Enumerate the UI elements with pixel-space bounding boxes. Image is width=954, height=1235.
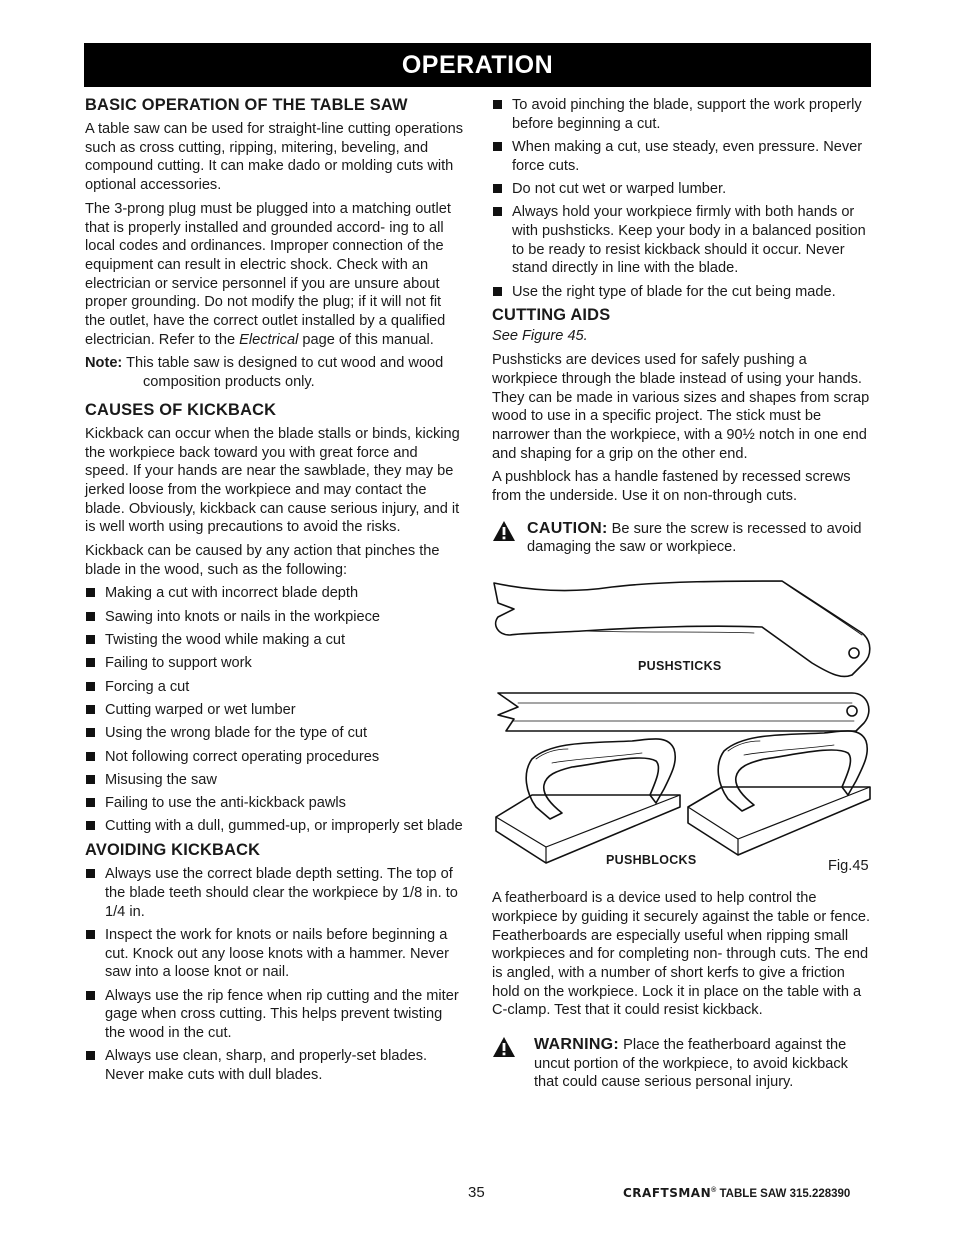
bullet-square-icon xyxy=(493,287,502,296)
list-item: Not following correct operating procedures xyxy=(85,748,465,767)
registered-mark: ® xyxy=(711,1187,717,1195)
avoiding-list xyxy=(85,865,465,1085)
section-banner xyxy=(84,43,871,87)
right-column xyxy=(492,96,876,1098)
aids-paragraph-2: A pushblock has a handle fastened by recessed screws from the underside. Use it on non-through cuts. xyxy=(492,469,851,505)
list-item: Misusing the saw xyxy=(85,771,465,790)
caution-label: CAUTION: xyxy=(527,519,608,537)
pushblocks-label: PUSHBLOCKS xyxy=(606,853,697,868)
bullet-square-icon xyxy=(86,682,95,691)
warning-triangle-icon xyxy=(492,520,516,542)
pushsticks-pushblocks-illustration xyxy=(492,563,876,875)
caution-text: Be sure the screw is recessed to avoid damaging the saw or workpiece. xyxy=(527,520,862,556)
model-number: TABLE SAW 315.228390 xyxy=(716,1188,851,1200)
figure-45 xyxy=(492,563,876,875)
bullet-square-icon xyxy=(493,100,502,109)
precautions-list xyxy=(492,96,876,301)
heading-avoiding-kickback: AVOIDING KICKBACK xyxy=(85,841,261,860)
causes-paragraph-2: Kickback can be caused by any action that pinches the blade in the wood, such as the following: xyxy=(85,543,440,578)
page-title: OPERATION xyxy=(401,51,554,79)
list-item: Do not cut wet or warped lumber. xyxy=(492,180,876,199)
warning-notice xyxy=(492,1036,876,1092)
pushblock-right xyxy=(688,731,870,855)
aids-paragraph-1: Pushsticks are devices used for safely pushing a workpiece through the blade instead of using your hands. They can be made in various sizes and shapes from scrap wood to use in a specific project. The stick must be narrower than the workpiece, with a 90½ notch in one end and shaping for a grip on the other end. xyxy=(492,352,870,462)
list-item: Making a cut with incorrect blade depth xyxy=(85,584,465,603)
list-item: Use the right type of blade for the cut being made. xyxy=(492,283,876,302)
bullet-square-icon xyxy=(493,142,502,151)
pushstick-straight xyxy=(498,693,869,731)
bullet-square-icon xyxy=(86,930,95,939)
basic-paragraph-1: A table saw can be used for straight-line cutting operations such as cross cutting, ripping, mitering, beveling, and compound cutting. It can make dado or molding cuts with optional accessories. xyxy=(85,121,464,194)
figure-caption: Fig.45 xyxy=(828,858,869,875)
pushblock-left xyxy=(496,739,680,863)
bullet-square-icon xyxy=(86,869,95,878)
note-label: Note: xyxy=(85,355,123,372)
bullet-square-icon xyxy=(86,705,95,714)
bullet-square-icon xyxy=(86,752,95,761)
heading-cutting-aids: CUTTING AIDS xyxy=(492,306,611,325)
warning-triangle-icon xyxy=(492,1036,516,1058)
electrical-reference: Electrical xyxy=(239,331,299,348)
footer-brand xyxy=(623,1186,850,1200)
list-item: Sawing into knots or nails in the workpiece xyxy=(85,608,465,627)
list-item: Always hold your workpiece firmly with both hands or with pushsticks. Keep your body in a balanced position to be ready to resist kickback should it occur. Never stand directly in line with the blade. xyxy=(492,203,876,278)
list-item: Failing to support work xyxy=(85,654,465,673)
bullet-square-icon xyxy=(86,991,95,1000)
bullet-square-icon xyxy=(493,207,502,216)
featherboard-paragraph: A featherboard is a device used to help control the workpiece by guiding it securely against the table or fence. Featherboards are especially useful when ripping small workpieces and for completing non- through cuts. The end is angled, with a number of short kerfs to give a friction hold on the workpiece. Lock it in place on the table with a C-clamp. Test that it could resist kickback. xyxy=(492,890,871,1019)
list-item: Always use the correct blade depth setting. The top of the blade teeth should clear the workpiece by 1/8 in. to 1/4 in. xyxy=(85,865,465,921)
see-figure-reference: See Figure 45. xyxy=(492,328,588,345)
causes-list xyxy=(85,584,465,836)
bullet-square-icon xyxy=(86,1051,95,1060)
bullet-square-icon xyxy=(86,635,95,644)
pushsticks-label: PUSHSTICKS xyxy=(638,659,722,674)
list-item: Forcing a cut xyxy=(85,678,465,697)
warning-label: WARNING: xyxy=(534,1036,620,1054)
caution-notice xyxy=(492,520,876,557)
list-item: Cutting with a dull, gummed-up, or improperly set blade xyxy=(85,817,465,836)
list-item: Using the wrong blade for the type of cut xyxy=(85,724,465,743)
list-item: When making a cut, use steady, even pressure. Never force cuts. xyxy=(492,138,876,175)
heading-causes-of-kickback: CAUSES OF KICKBACK xyxy=(85,400,277,419)
page-number: 35 xyxy=(468,1184,485,1201)
bullet-square-icon xyxy=(493,184,502,193)
heading-basic-operation: BASIC OPERATION OF THE TABLE SAW xyxy=(85,96,408,114)
list-item: Cutting warped or wet lumber xyxy=(85,701,465,720)
warning-text: Place the featherboard against the uncut portion of the workpiece, to avoid kickback that could cause serious personal injury. xyxy=(534,1037,848,1091)
bullet-square-icon xyxy=(86,588,95,597)
note-paragraph: Note: This table saw is designed to cut wood and wood composition products only. xyxy=(85,355,444,391)
bullet-square-icon xyxy=(86,612,95,621)
left-column xyxy=(85,96,465,1090)
list-item: Failing to use the anti-kickback pawls xyxy=(85,794,465,813)
list-item: To avoid pinching the blade, support the work properly before beginning a cut. xyxy=(492,96,876,133)
list-item: Inspect the work for knots or nails before beginning a cut. Knock out any loose knots with a hammer. Never saw into a loose knot or nail. xyxy=(85,926,465,982)
list-item: Always use clean, sharp, and properly-set blades. Never make cuts with dull blades. xyxy=(85,1047,465,1084)
list-item: Twisting the wood while making a cut xyxy=(85,631,465,650)
bullet-square-icon xyxy=(86,728,95,737)
bullet-square-icon xyxy=(86,658,95,667)
craftsman-logo: CRAFTSMAN xyxy=(623,1186,712,1200)
list-item: Always use the rip fence when rip cutting and the miter gage when cross cutting. This helps prevent twisting the wood in the cut. xyxy=(85,987,465,1043)
bullet-square-icon xyxy=(86,821,95,830)
bullet-square-icon xyxy=(86,798,95,807)
basic-paragraph-2: The 3-prong plug must be plugged into a matching outlet that is properly installed and grounded accord- ing to all local codes and ordinances. Improper connection of the equipment can result in electric shock. Check with an electrician or service personnel if you are unsure about proper grounding. Do not modify the plug; if it will not fit the outlet, have the correct outlet installed by a qualified electrician. Refer to the Electrical page of this manual. xyxy=(85,200,451,348)
bullet-square-icon xyxy=(86,775,95,784)
causes-paragraph-1: Kickback can occur when the blade stalls or binds, kicking the workpiece back toward you with great force and speed. If your hands are near the sawblade, they may be jerked loose from the workpiece and may contact the blade. Obviously, kickback can cause serious injury, and it is well worth using precautions to avoid the risks. xyxy=(85,425,460,536)
